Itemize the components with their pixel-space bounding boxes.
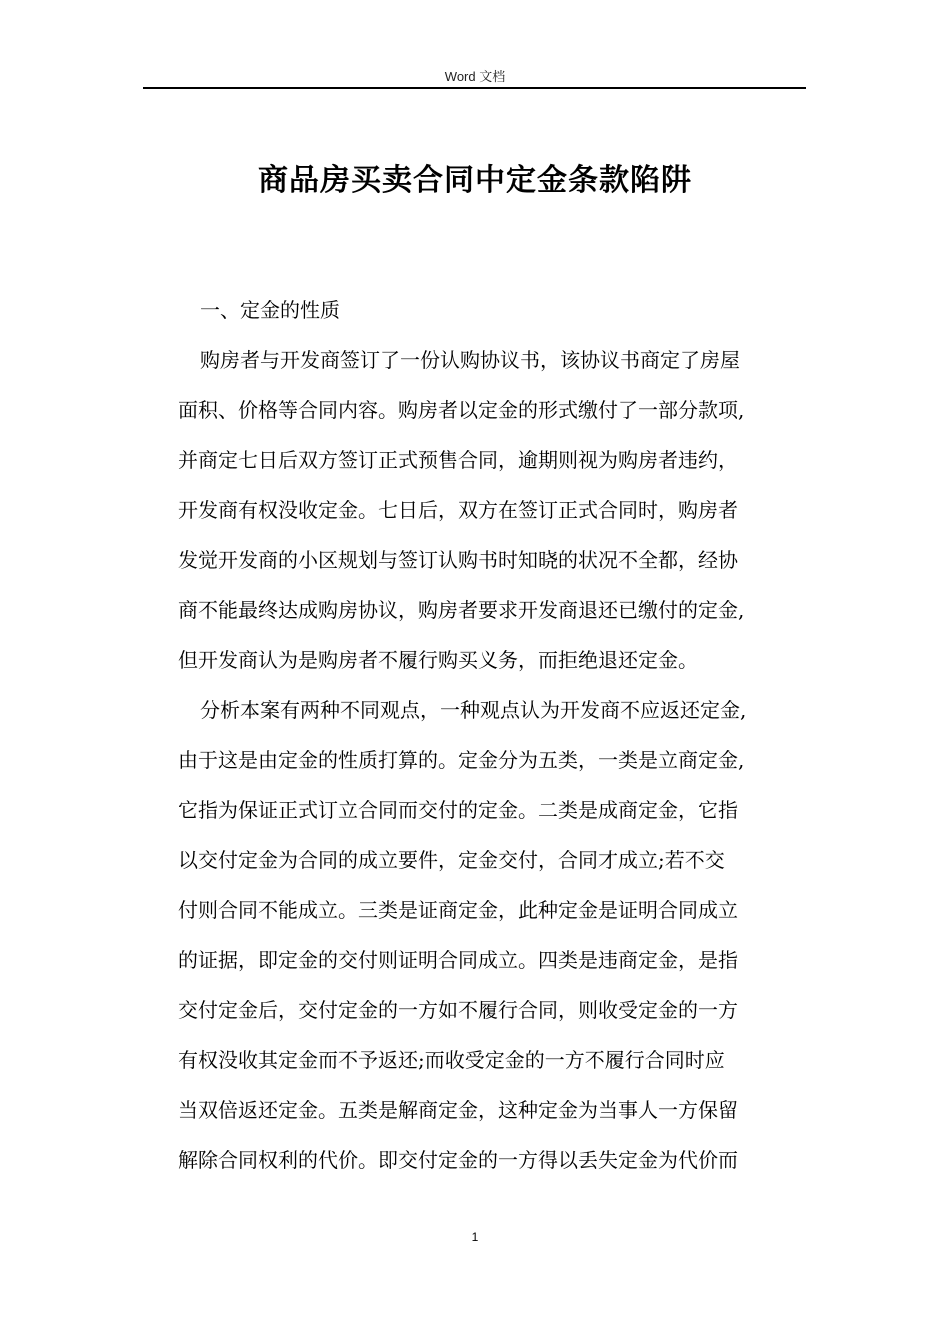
header-divider [143,87,806,89]
paragraph-line: 但开发商认为是购房者不履行购买义务，而拒绝退还定金。 [178,648,698,672]
paragraph-line: 交付定金后，交付定金的一方如不履行合同，则收受定金的一方 [178,998,738,1022]
header-text: Word 文档 [444,69,506,84]
paragraph-line: 它指为保证正式订立合同而交付的定金。二类是成商定金，它指 [178,798,738,822]
paragraph-line: 的证据，即定金的交付则证明合同成立。四类是违商定金，是指 [178,948,738,972]
paragraph-line: 并商定七日后双方签订正式预售合同，逾期则视为购房者违约， [178,448,738,472]
paragraph-line: 面积、价格等合同内容。购房者以定金的形式缴付了一部分款项, [178,398,745,422]
paragraph-line: 由于这是由定金的性质打算的。定金分为五类，一类是立商定金, [178,748,745,772]
paragraph-line: 解除合同权利的代价。即交付定金的一方得以丢失定金为代价而 [178,1148,738,1172]
paragraph-line: 发觉开发商的小区规划与签订认购书时知晓的状况不全都，经协 [178,548,738,572]
paragraph-line: 购房者与开发商签订了一份认购协议书，该协议书商定了房屋 [200,348,740,372]
paragraph-line: 分析本案有两种不同观点，一种观点认为开发商不应返还定金, [200,698,747,722]
paragraph-line: 付则合同不能成立。三类是证商定金，此种定金是证明合同成立 [178,898,738,922]
paragraph-line: 当双倍返还定金。五类是解商定金，这种定金为当事人一方保留 [178,1098,738,1122]
paragraph-line: 商不能最终达成购房协议，购房者要求开发商退还已缴付的定金, [178,598,745,622]
section-heading: 一、定金的性质 [200,298,340,322]
paragraph-line: 以交付定金为合同的成立要件，定金交付，合同才成立;若不交 [178,848,725,872]
document-title: 商品房买卖合同中定金条款陷阱 [258,163,692,198]
page-number: 1 [471,1230,479,1244]
paragraph-line: 有权没收其定金而不予返还;而收受定金的一方不履行合同时应 [178,1048,725,1072]
paragraph-line: 开发商有权没收定金。七日后，双方在签订正式合同时，购房者 [178,498,738,522]
